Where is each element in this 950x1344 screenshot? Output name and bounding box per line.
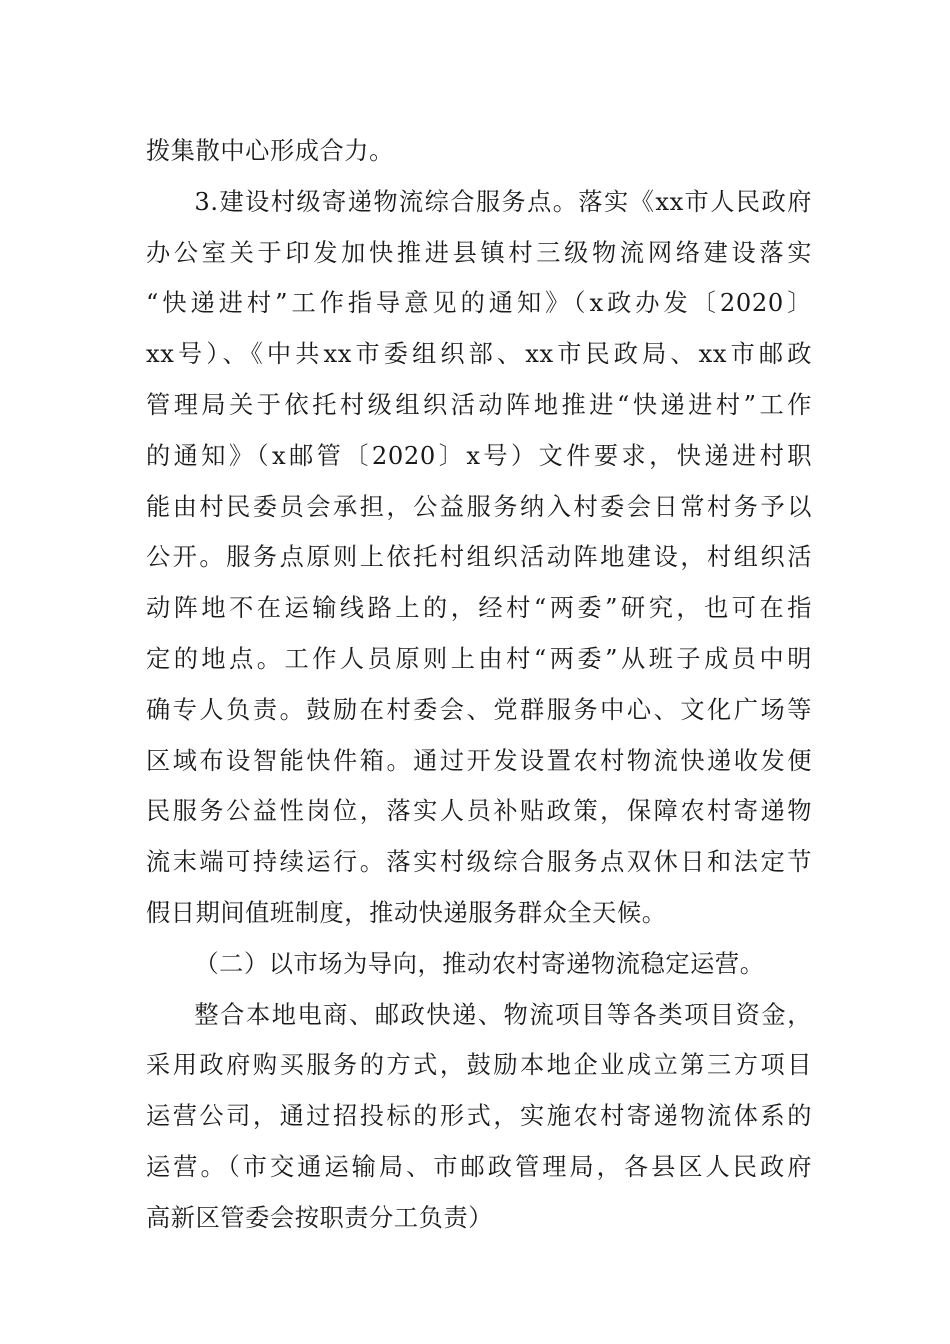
text-line: “快递进村”工作指导意见的通知》（x政办发〔2020〕: [146, 289, 812, 318]
text-line: 公开。服务点原则上依托村组织活动阵地建设，村组织活: [146, 543, 812, 572]
text-line: （二）以市场为导向，推动农村寄递物流稳定运营。: [194, 949, 765, 978]
text-line: 高新区管委会按职责分工负责）: [146, 1203, 494, 1232]
text-line: 采用政府购买服务的方式，鼓励本地企业成立第三方项目: [146, 1051, 812, 1080]
text-line: 民服务公益性岗位，落实人员补贴政策，保障农村寄递物: [146, 797, 812, 826]
text-line: 运营公司，通过招投标的形式，实施农村寄递物流体系的: [146, 1102, 812, 1131]
text-line: 假日期间值班制度，推动快递服务群众全天候。: [146, 898, 667, 927]
text-line: 整合本地电商、邮政快递、物流项目等各类项目资金，: [194, 1000, 812, 1029]
text-line: 定的地点。工作人员原则上由村“两委”从班子成员中明: [146, 644, 812, 673]
text-line: 能由村民委员会承担，公益服务纳入村委会日常村务予以: [146, 492, 812, 521]
text-line: 动阵地不在运输线路上的，经村“两委”研究，也可在指: [146, 594, 812, 623]
section-heading: [146, 939, 812, 990]
text-line: 拨集散中心形成合力。: [146, 137, 394, 165]
text-line: 办公室关于印发加快推进县镇村三级物流网络建设落实: [146, 238, 812, 267]
paragraph-continuation: [146, 126, 812, 177]
text-line: 区域布设智能快件箱。通过开发设置农村物流快递收发便: [146, 746, 812, 775]
text-line: 的通知》（x邮管〔2020〕x号）文件要求，快递进村职: [146, 441, 812, 470]
text-line: 管理局关于依托村级组织活动阵地推进“快递进村”工作: [146, 390, 812, 419]
paragraph-service-points: [146, 177, 812, 939]
paragraph-operations: [146, 990, 812, 1244]
document-body: [146, 126, 812, 1244]
text-line: 运营。（市交通运输局、市邮政管理局，各县区人民政府: [146, 1152, 812, 1181]
text-line: 3.建设村级寄递物流综合服务点。落实《xx市人民政府: [194, 187, 812, 216]
text-line: 确专人负责。鼓励在村委会、党群服务中心、文化广场等: [146, 695, 812, 724]
text-line: 流末端可持续运行。落实村级综合服务点双休日和法定节: [146, 848, 812, 877]
text-line: xx号）、《中共xx市委组织部、xx市民政局、xx市邮政: [146, 340, 812, 369]
